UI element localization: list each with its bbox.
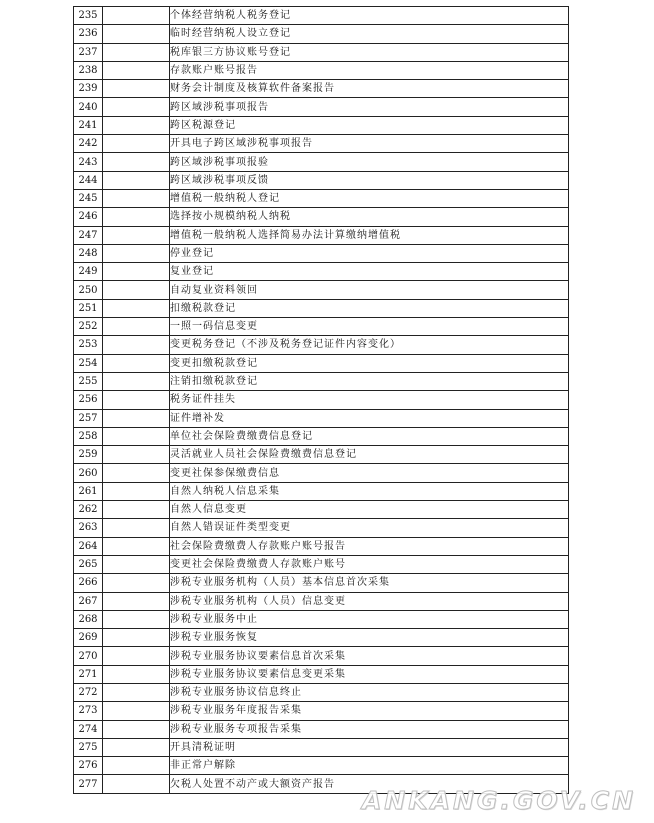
item-name-cell: 单位社会保险费缴费信息登记	[170, 427, 569, 445]
table-row	[74, 555, 569, 573]
item-name-cell: 注销扣缴税款登记	[170, 372, 569, 390]
category-cell	[103, 98, 170, 116]
table-row	[74, 189, 569, 207]
row-number-cell: 269	[74, 629, 103, 647]
row-number-cell: 272	[74, 683, 103, 701]
table-row	[74, 336, 569, 354]
category-cell	[103, 263, 170, 281]
row-number-cell: 250	[74, 281, 103, 299]
category-cell	[103, 372, 170, 390]
table-row	[74, 372, 569, 390]
item-name-cell: 欠税人处置不动产或大额资产报告	[170, 775, 569, 793]
category-cell	[103, 299, 170, 317]
category-cell	[103, 61, 170, 79]
item-name-cell: 自动复业资料领回	[170, 281, 569, 299]
item-name-cell: 财务会计制度及核算软件备案报告	[170, 80, 569, 98]
table-row	[74, 574, 569, 592]
row-number-cell: 260	[74, 464, 103, 482]
item-name-cell: 跨区域涉税事项报验	[170, 153, 569, 171]
row-number-cell: 261	[74, 482, 103, 500]
row-number-cell: 263	[74, 519, 103, 537]
category-cell	[103, 775, 170, 793]
category-cell	[103, 354, 170, 372]
item-name-cell: 增值税一般纳税人选择简易办法计算缴纳增值税	[170, 226, 569, 244]
item-name-cell: 证件增补发	[170, 409, 569, 427]
item-name-cell: 税务证件挂失	[170, 391, 569, 409]
category-cell	[103, 7, 170, 25]
item-name-cell: 自然人信息变更	[170, 501, 569, 519]
category-cell	[103, 409, 170, 427]
category-cell	[103, 482, 170, 500]
category-cell	[103, 391, 170, 409]
table-row	[74, 80, 569, 98]
row-number-cell: 235	[74, 7, 103, 25]
table-row	[74, 409, 569, 427]
row-number-cell: 244	[74, 171, 103, 189]
table-row	[74, 702, 569, 720]
row-number-cell: 247	[74, 226, 103, 244]
row-number-cell: 273	[74, 702, 103, 720]
row-number-cell: 253	[74, 336, 103, 354]
table-row	[74, 464, 569, 482]
item-name-cell: 自然人纳税人信息采集	[170, 482, 569, 500]
category-cell	[103, 702, 170, 720]
item-name-cell: 跨区域涉税事项报告	[170, 98, 569, 116]
category-cell	[103, 281, 170, 299]
table-row	[74, 391, 569, 409]
row-number-cell: 254	[74, 354, 103, 372]
table-row	[74, 629, 569, 647]
table-row	[74, 263, 569, 281]
table-row	[74, 7, 569, 25]
table-row	[74, 226, 569, 244]
category-cell	[103, 25, 170, 43]
category-cell	[103, 135, 170, 153]
category-cell	[103, 427, 170, 445]
item-name-cell: 涉税专业服务年度报告采集	[170, 702, 569, 720]
category-cell	[103, 189, 170, 207]
table-row	[74, 318, 569, 336]
row-number-cell: 276	[74, 757, 103, 775]
category-cell	[103, 647, 170, 665]
row-number-cell: 251	[74, 299, 103, 317]
category-cell	[103, 226, 170, 244]
item-name-cell: 涉税专业服务协议要素信息首次采集	[170, 647, 569, 665]
item-name-cell: 临时经营纳税人设立登记	[170, 25, 569, 43]
category-cell	[103, 683, 170, 701]
table-body	[74, 7, 569, 794]
row-number-cell: 257	[74, 409, 103, 427]
item-name-cell: 开具电子跨区域涉税事项报告	[170, 135, 569, 153]
item-name-cell: 变更扣缴税款登记	[170, 354, 569, 372]
table-row	[74, 665, 569, 683]
table-row	[74, 738, 569, 756]
table-row	[74, 537, 569, 555]
table-row	[74, 647, 569, 665]
row-number-cell: 267	[74, 592, 103, 610]
table-row	[74, 757, 569, 775]
table-row	[74, 171, 569, 189]
item-name-cell: 涉税专业服务协议要素信息变更采集	[170, 665, 569, 683]
row-number-cell: 240	[74, 98, 103, 116]
table-row	[74, 43, 569, 61]
table-row	[74, 610, 569, 628]
table-row	[74, 519, 569, 537]
category-cell	[103, 720, 170, 738]
item-name-cell: 存款账户账号报告	[170, 61, 569, 79]
category-cell	[103, 519, 170, 537]
row-number-cell: 237	[74, 43, 103, 61]
item-name-cell: 增值税一般纳税人登记	[170, 189, 569, 207]
item-name-cell: 选择按小规模纳税人纳税	[170, 208, 569, 226]
item-name-cell: 涉税专业服务机构（人员）信息变更	[170, 592, 569, 610]
category-cell	[103, 555, 170, 573]
table-row	[74, 61, 569, 79]
item-name-cell: 跨区域涉税事项反馈	[170, 171, 569, 189]
row-number-cell: 271	[74, 665, 103, 683]
row-number-cell: 268	[74, 610, 103, 628]
table-row	[74, 98, 569, 116]
row-number-cell: 245	[74, 189, 103, 207]
table-row	[74, 427, 569, 445]
row-number-cell: 266	[74, 574, 103, 592]
category-cell	[103, 537, 170, 555]
item-name-cell: 灵活就业人员社会保险费缴费信息登记	[170, 446, 569, 464]
category-cell	[103, 464, 170, 482]
item-name-cell: 一照一码信息变更	[170, 318, 569, 336]
row-number-cell: 264	[74, 537, 103, 555]
table-row	[74, 446, 569, 464]
item-name-cell: 停业登记	[170, 244, 569, 262]
table-row	[74, 208, 569, 226]
row-number-cell: 270	[74, 647, 103, 665]
category-cell	[103, 171, 170, 189]
row-number-cell: 242	[74, 135, 103, 153]
row-number-cell: 238	[74, 61, 103, 79]
site-watermark: ANKANG.GOV.CN	[361, 786, 636, 815]
row-number-cell: 239	[74, 80, 103, 98]
category-cell	[103, 116, 170, 134]
category-cell	[103, 501, 170, 519]
item-name-cell: 涉税专业服务协议信息终止	[170, 683, 569, 701]
table-row	[74, 153, 569, 171]
category-cell	[103, 610, 170, 628]
category-cell	[103, 757, 170, 775]
category-cell	[103, 43, 170, 61]
item-name-cell: 复业登记	[170, 263, 569, 281]
item-name-cell: 税库银三方协议账号登记	[170, 43, 569, 61]
row-number-cell: 252	[74, 318, 103, 336]
item-name-cell: 跨区税源登记	[170, 116, 569, 134]
row-number-cell: 241	[74, 116, 103, 134]
row-number-cell: 274	[74, 720, 103, 738]
item-name-cell: 开具清税证明	[170, 738, 569, 756]
tax-items-sheet	[73, 6, 569, 794]
item-name-cell: 社会保险费缴费人存款账户账号报告	[170, 537, 569, 555]
category-cell	[103, 244, 170, 262]
item-name-cell: 涉税专业服务恢复	[170, 629, 569, 647]
category-cell	[103, 153, 170, 171]
row-number-cell: 256	[74, 391, 103, 409]
table-row	[74, 501, 569, 519]
item-name-cell: 变更税务登记（不涉及税务登记证件内容变化）	[170, 336, 569, 354]
category-cell	[103, 336, 170, 354]
row-number-cell: 248	[74, 244, 103, 262]
row-number-cell: 255	[74, 372, 103, 390]
item-name-cell: 自然人错误证件类型变更	[170, 519, 569, 537]
table-row	[74, 720, 569, 738]
row-number-cell: 249	[74, 263, 103, 281]
row-number-cell: 246	[74, 208, 103, 226]
item-name-cell: 非正常户解除	[170, 757, 569, 775]
category-cell	[103, 738, 170, 756]
row-number-cell: 275	[74, 738, 103, 756]
category-cell	[103, 208, 170, 226]
table-row	[74, 482, 569, 500]
row-number-cell: 236	[74, 25, 103, 43]
row-number-cell: 265	[74, 555, 103, 573]
tax-items-table	[73, 6, 569, 794]
row-number-cell: 262	[74, 501, 103, 519]
item-name-cell: 变更社保参保缴费信息	[170, 464, 569, 482]
row-number-cell: 243	[74, 153, 103, 171]
item-name-cell: 变更社会保险费缴费人存款账户账号	[170, 555, 569, 573]
category-cell	[103, 80, 170, 98]
category-cell	[103, 592, 170, 610]
item-name-cell: 扣缴税款登记	[170, 299, 569, 317]
category-cell	[103, 629, 170, 647]
table-row	[74, 135, 569, 153]
row-number-cell: 277	[74, 775, 103, 793]
table-row	[74, 281, 569, 299]
table-row	[74, 116, 569, 134]
item-name-cell: 涉税专业服务中止	[170, 610, 569, 628]
category-cell	[103, 446, 170, 464]
category-cell	[103, 665, 170, 683]
table-row	[74, 25, 569, 43]
row-number-cell: 259	[74, 446, 103, 464]
table-row	[74, 683, 569, 701]
table-row	[74, 244, 569, 262]
table-row	[74, 354, 569, 372]
row-number-cell: 258	[74, 427, 103, 445]
item-name-cell: 个体经营纳税人税务登记	[170, 7, 569, 25]
item-name-cell: 涉税专业服务机构（人员）基本信息首次采集	[170, 574, 569, 592]
item-name-cell: 涉税专业服务专项报告采集	[170, 720, 569, 738]
category-cell	[103, 318, 170, 336]
category-cell	[103, 574, 170, 592]
table-row	[74, 592, 569, 610]
table-row	[74, 299, 569, 317]
